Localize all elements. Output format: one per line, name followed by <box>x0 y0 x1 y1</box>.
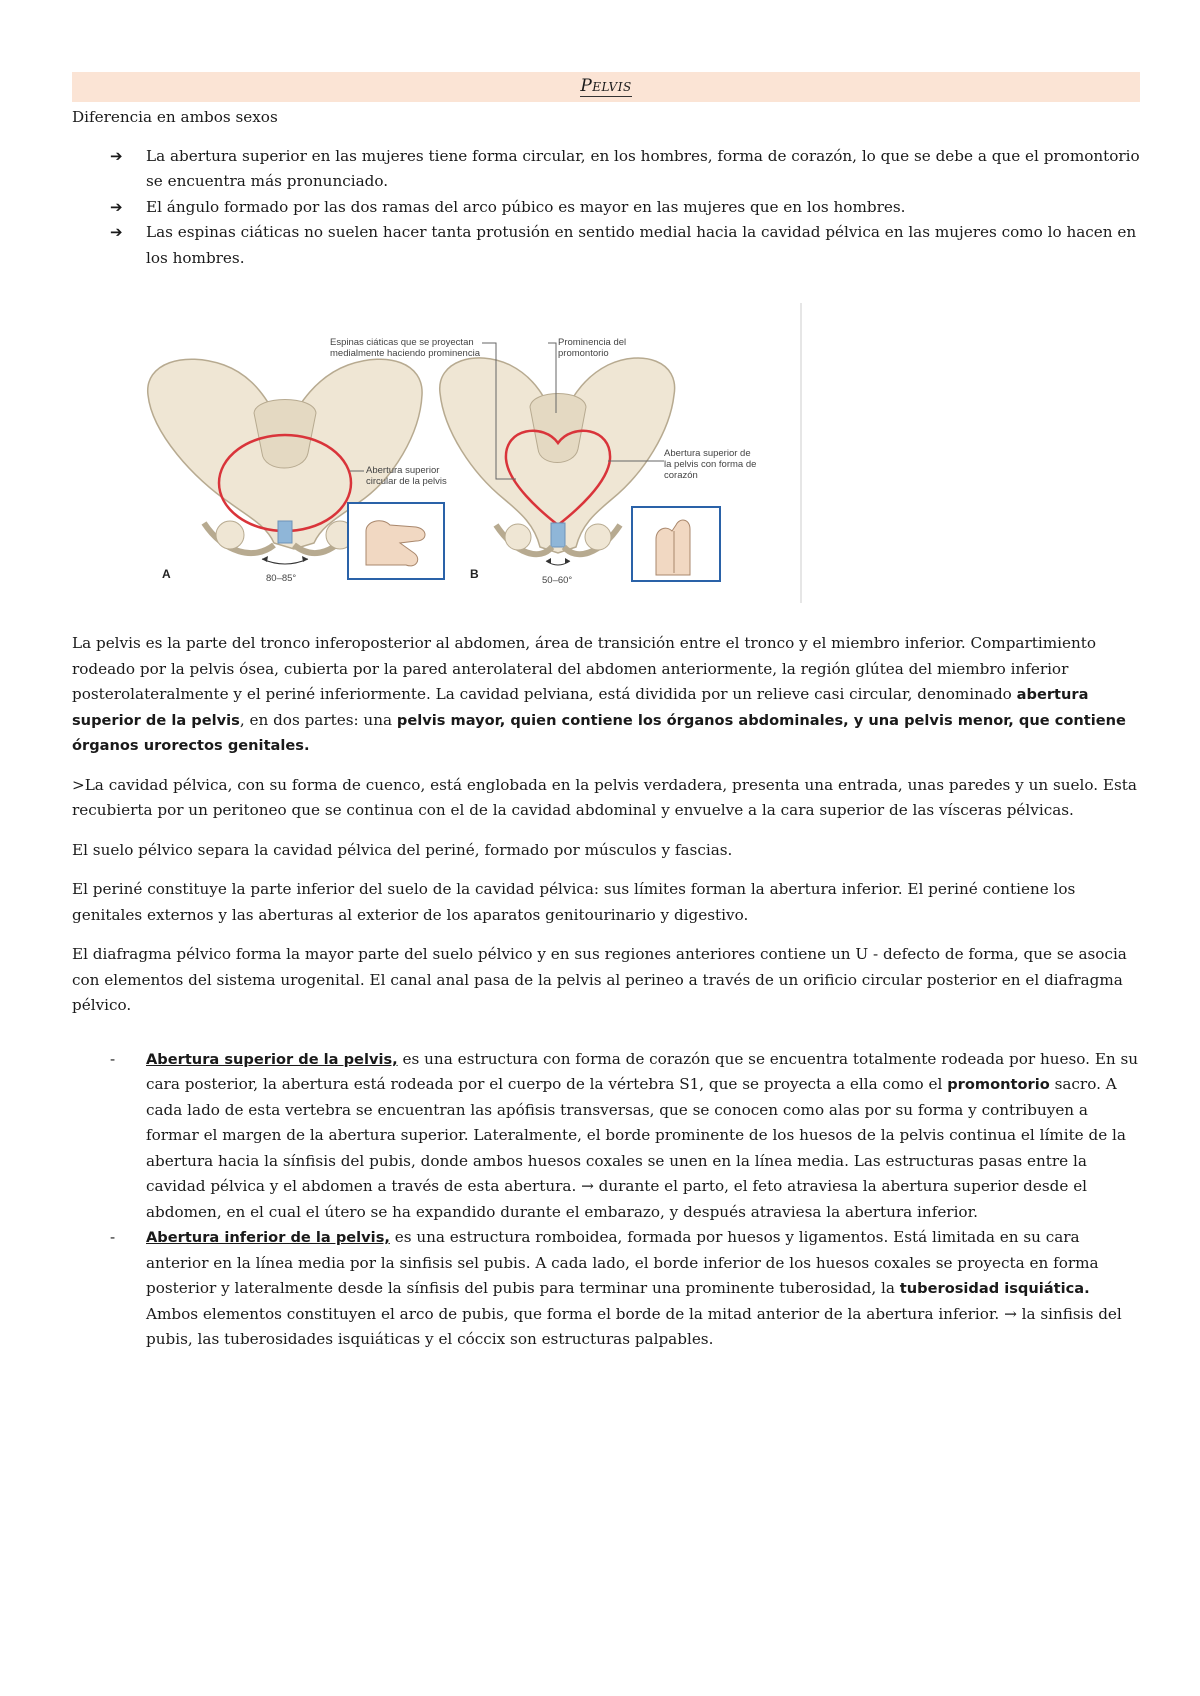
arrow-right-icon: ➔ <box>110 146 123 165</box>
hand-box-a <box>348 503 444 579</box>
label-circular-inlet: Abertura superior circular de la pelvis <box>366 465 447 487</box>
page-title: Pelvis <box>580 76 632 97</box>
paragraph-floor: El suelo pélvico separa la cavidad pélvica del periné, formado por músculos y fascias. <box>72 840 733 859</box>
pelvis-comparison-figure <box>144 303 804 613</box>
document-page <box>72 72 1140 1353</box>
angle-label-b: 50–60° <box>542 575 573 586</box>
paragraph-perineum: El periné constituye la parte inferior del suelo de la cavidad pélvica: sus límites forman la abertura inferior. El periné contiene los genitales externos y las aberturas al exterior de los aparatos genitourinario y digestivo. <box>72 880 1076 924</box>
page-title-bar <box>72 72 1140 102</box>
paragraph-definition: La pelvis es la parte del tronco inferoposterior al abdomen, área de transición entre el tronco y el miembro inferior. Compartimiento rodeado por la pelvis ósea, cubierta por la pared anterolateral del abdomen anteriormente, la región glútea del miembro inferior posterolateralmente y el periné inferiormente. La cavidad pelviana, está dividida por un relieve casi circular, denominado abertura superior de la pelvis, en dos partes: una pelvis mayor, quien contiene los órganos abdominales, y una pelvis menor, que contiene órganos urorectos genitales. <box>72 634 1126 754</box>
paragraph-diaphragm: El diafragma pélvico forma la mayor parte del suelo pélvico y en sus regiones anteriores contiene un U - defecto de forma, que se asocia con elementos del sistema urogenital. El canal anal pasa de la pelvis al perineo a través de un orificio circular posterior en el diafragma pélvico. <box>72 945 1127 1014</box>
arrow-right-icon: ➔ <box>110 197 123 216</box>
panel-label-b: B <box>470 567 479 581</box>
list-item: ➔ Las espinas ciáticas no suelen hacer tanta protusión en sentido medial hacia la cavidad pélvica en las mujeres como lo hacen en los hombres. <box>72 220 1140 271</box>
hand-box-b <box>632 507 720 581</box>
differences-list <box>72 144 1140 272</box>
apertures-list <box>72 1047 1140 1353</box>
angle-label-a: 80–85° <box>266 573 297 584</box>
list-item: - Abertura inferior de la pelvis, es una estructura romboidea, formada por huesos y ligamentos. Está limitada en su cara anterior en la línea media por la sinfisis sel pubis. A cada lado, el borde inferior de los huesos coxales se proyecta en forma posterior y lateralmente desde la sínfisis del pubis para terminar una prominente tuberosidad, la tuberosidad isquiática. Ambos elementos constituyen el arco de pubis, que forma el borde de la mitad anterior de la abertura inferior. → la sinfisis del pubis, las tuberosidades isquiáticas y el cóccix son estructuras palpables. <box>72 1225 1140 1353</box>
dash-marker: - <box>110 1049 116 1068</box>
list-item: - Abertura superior de la pelvis, es una estructura con forma de corazón que se encuentra totalmente rodeada por hueso. En su cara posterior, la abertura está rodeada por el cuerpo de la vértebra S1, que se proyecta a ella como el promontorio sacro. A cada lado de esta vertebra se encuentran las apófisis transversas, que se conocen como alas por su forma y contribuyen a formar el margen de la abertura superior. Lateralmente, el borde prominente de los huesos de la pelvis continua el límite de la abertura hacia la sínfisis del pubis, donde ambos huesos coxales se unen en la línea media. Las estructuras pasas entre la cavidad pélvica y el abdomen a través de esta abertura. → durante el parto, el feto atraviesa la abertura superior desde el abdomen, en el cual el útero se ha expandido durante el embarazo, y después atraviesa la abertura inferior. <box>72 1047 1140 1226</box>
body-text <box>72 631 1140 1019</box>
label-promontory: Prominencia del promontorio <box>558 337 627 359</box>
list-item: ➔ La abertura superior en las mujeres tiene forma circular, en los hombres, forma de corazón, lo que se debe a que el promontorio se encuentra más pronunciado. <box>72 144 1140 195</box>
subheading: Diferencia en ambos sexos <box>72 108 278 126</box>
paragraph-cavity: >La cavidad pélvica, con su forma de cuenco, está englobada en la pelvis verdadera, presenta una entrada, unas paredes y un suelo. Esta recubierta por un peritoneo que se continua con el de la cavidad abdominal y envuelve a la cara superior de las vísceras pélvicas. <box>72 775 1137 819</box>
label-heart-inlet: Abertura superior de la pelvis con forma de corazón <box>664 448 757 481</box>
list-item: ➔ El ángulo formado por las dos ramas del arco púbico es mayor en las mujeres que en los hombres. <box>72 195 1140 221</box>
label-sciatic-spines: Espinas ciáticas que se proyectan medialmente haciendo prominencia <box>330 337 480 359</box>
dash-marker: - <box>110 1228 116 1246</box>
panel-label-a: A <box>162 567 171 581</box>
arrow-right-icon: ➔ <box>110 223 123 241</box>
